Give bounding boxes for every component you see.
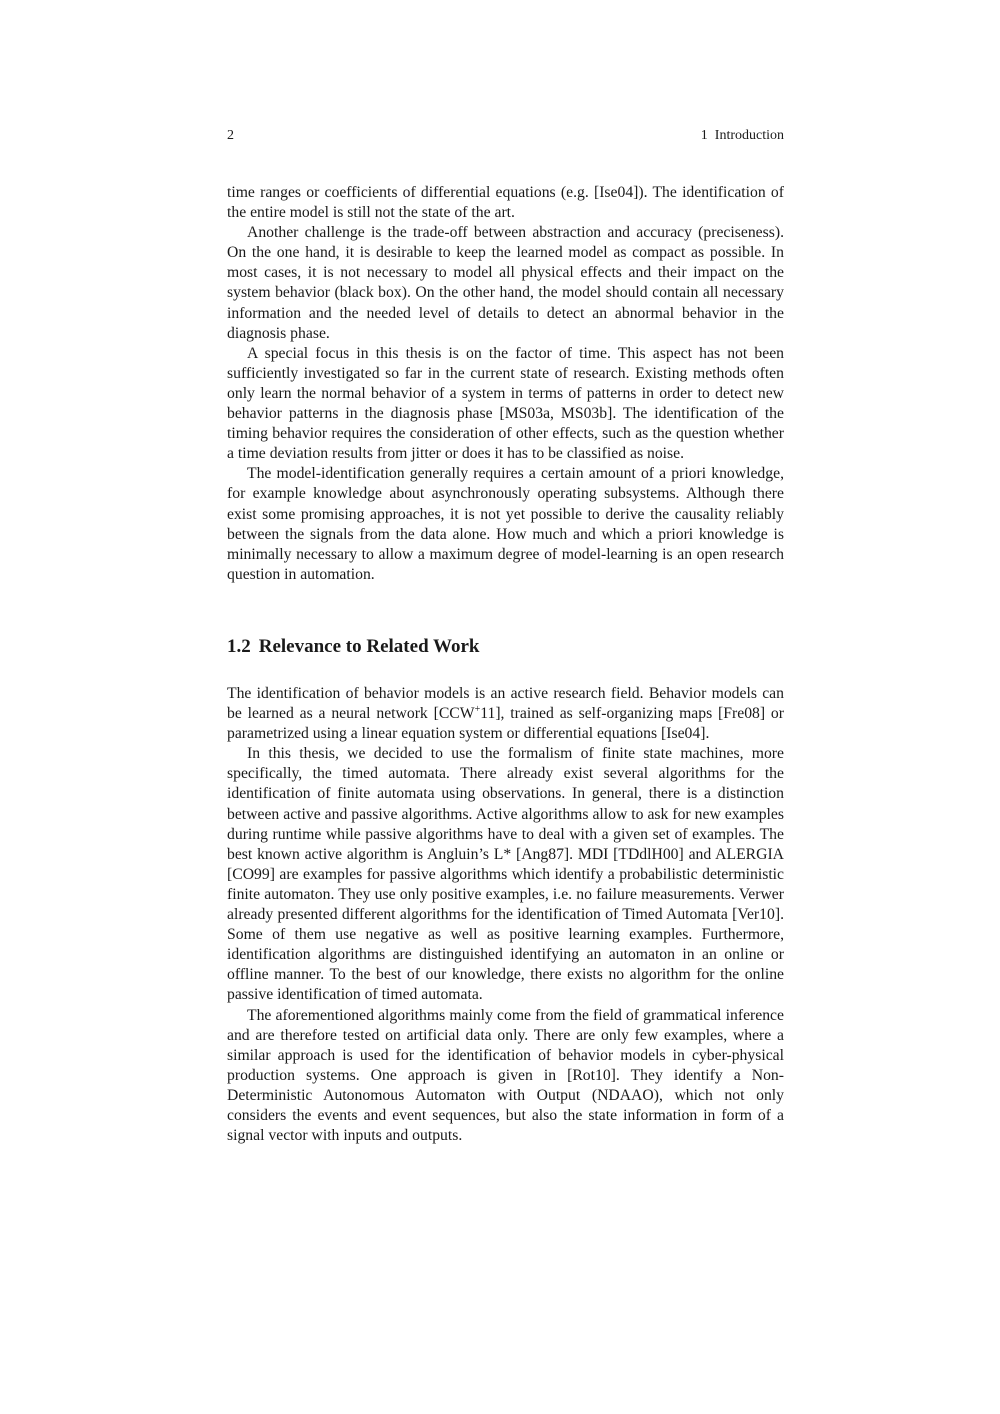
body-text-top xyxy=(227,183,784,585)
running-header xyxy=(227,126,784,146)
paragraph: time ranges or coefficients of differential equations (e.g. [Ise04]). The identification of the entire model is still not the state of the art. xyxy=(227,184,784,222)
paragraph: A special focus in this thesis is on the factor of time. This aspect has not been sufficiently investigated so far in the current state of research. Existing methods often only learn the normal behavior of a system in terms of patterns in order to detect new behavior patterns in the diagnosis phase [MS03a, MS03b]. The identification of the timing behavior requires the consideration of other effects, such as the question whether a time deviation results from jitter or does it has to be classified as noise. xyxy=(227,344,784,463)
page-number: 2 xyxy=(227,128,234,143)
chapter-title: Introduction xyxy=(714,128,784,143)
body-text-section xyxy=(227,684,784,1146)
document-page xyxy=(227,0,784,1414)
paragraph: In this thesis, we decided to use the formalism of finite state machines, more specifically, the timed automata. There already exist several algorithms for the identification of finite automata using observations. In general, there is a distinction between active and passive algorithms. Active algorithms allow to ask for new examples during runtime while passive algorithms have to deal with a given set of examples. The best known active algorithm is Angluin’s L* [Ang87]. MDI [TDdlH00] and ALERGIA [CO99] are examples for passive algorithms which identify a probabilistic deterministic finite automaton. They use only positive examples, i.e. no failure measurements. Verwer already presented different algorithms for the identification of Timed Automata [Ver10]. Some of them use negative as well as positive learning examples. Furthermore, identification algorithms are distinguished identifying an automaton in an online or offline manner. To the best of our knowledge, there exists no algorithm for the online passive identification of timed automata. xyxy=(227,745,784,1004)
paragraph-text: The identification of behavior models is an active research field. Behavior models can be learned as a neural network [CCW xyxy=(227,685,784,723)
section-title: Relevance to Related Work xyxy=(258,636,480,657)
superscript: + xyxy=(474,704,481,716)
paragraph: The model-identification generally requires a certain amount of a priori knowledge, for example knowledge about asynchronously operating subsystems. Although there exist some promising approaches, it is not yet possible to derive the causality reliably between the signals from the data alone. How much and which a priori knowledge is minimally necessary to allow a maximum degree of model-learning is an open research question in automation. xyxy=(227,465,784,583)
section-heading xyxy=(227,634,784,660)
paragraph: Another challenge is the trade-off between abstraction and accuracy (preciseness). On the one hand, it is desirable to keep the learned model as compact as possible. In most cases, it is not necessary to model all physical effects and their impact on the system behavior (black box). On the other hand, the model should contain all necessary information and the needed level of details to detect an abnormal behavior in the diagnosis phase. xyxy=(227,224,784,342)
chapter-running-title xyxy=(701,126,784,146)
paragraph-text: 11], trained as self-organizing maps [Fre08] or parametrized using a linear equation system or differential equations [Ise04]. xyxy=(227,705,785,743)
chapter-number: 1 xyxy=(700,128,708,143)
paragraph: The aforementioned algorithms mainly come from the field of grammatical inference and are therefore tested on artificial data only. There are only few examples, where a similar approach is used for the identification of behavior models in cyber-physical production systems. One approach is given in [Rot10]. They identify a Non-Deterministic Autonomous Automaton with Output (NDAAO), which not only considers the events and event sequences, but also the state information in form of a signal vector with inputs and outputs. xyxy=(227,1006,784,1145)
paragraph xyxy=(227,684,784,744)
section-number: 1.2 xyxy=(227,636,251,657)
